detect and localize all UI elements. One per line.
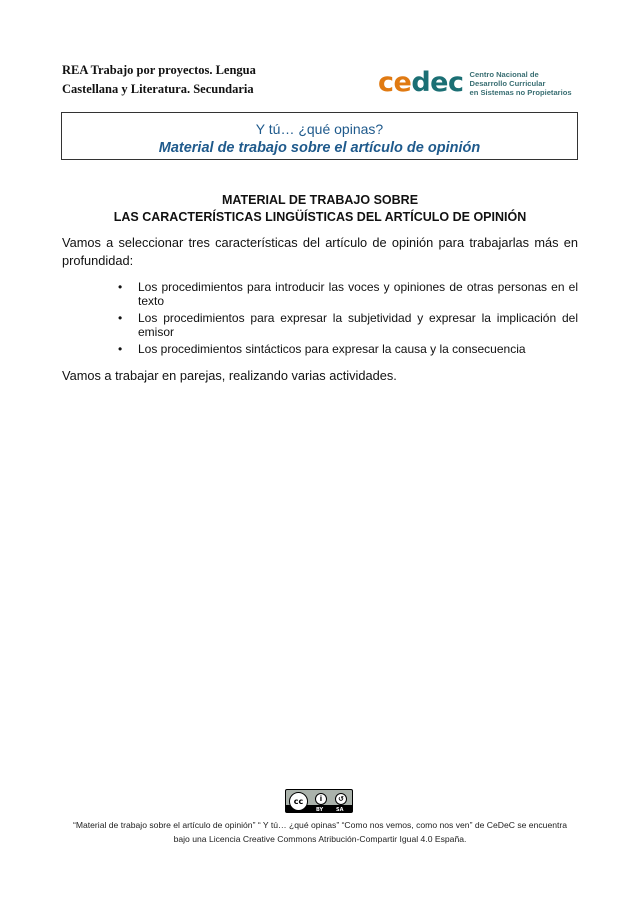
bullet-icon: • [118, 280, 123, 294]
license-line-1: “Material de trabajo sobre el artículo de opinión” “ Y tú… ¿qué opinas” “Como nos vemos, como nos ven” de CeDeC se encuentra [72, 820, 568, 830]
bullet-icon: • [118, 311, 123, 325]
closing-paragraph: Vamos a trabajar en parejas, realizando varias actividades. [62, 368, 397, 383]
bullet-list [118, 280, 578, 359]
attribution-icon: i [315, 793, 327, 805]
cedec-logo-text: Centro Nacional de Desarrollo Curricular en Sistemas no Propietarios [469, 69, 572, 97]
title-box [61, 112, 578, 160]
license-line-2: bajo una Licencia Creative Commons Atribución-Compartir Igual 4.0 España. [173, 834, 467, 844]
cc-icon: cc [289, 792, 308, 811]
section-heading-2: LAS CARACTERÍSTICAS LINGÜÍSTICAS DEL ARTÍCULO DE OPINIÓN [113, 210, 527, 224]
creative-commons-badge [285, 789, 353, 813]
sa-label: SA [336, 807, 344, 813]
title-subtitle: Material de trabajo sobre el artículo de opinión [158, 140, 481, 156]
cedec-logo [378, 67, 572, 98]
intro-paragraph: Vamos a seleccionar tres características del artículo de opinión para trabajarlas más en profundidad: [62, 235, 578, 268]
cedec-logo-word: cedec [378, 67, 464, 98]
license-footer [62, 818, 578, 846]
header-line-1: REA Trabajo por proyectos. Lengua [62, 63, 256, 77]
list-item: • Los procedimientos para introducir las voces y opiniones de otras personas en el texto [118, 280, 578, 308]
list-item: • Los procedimientos sintácticos para expresar la causa y la consecuencia [118, 342, 526, 356]
document-header [62, 61, 302, 99]
by-label: BY [316, 807, 324, 813]
share-alike-icon: ↺ [335, 793, 347, 805]
title-question: Y tú… ¿qué opinas? [255, 121, 384, 137]
section-heading-1: MATERIAL DE TRABAJO SOBRE [221, 193, 419, 207]
list-item: • Los procedimientos para expresar la subjetividad y expresar la implicación del emisor [118, 311, 578, 339]
bullet-icon: • [118, 342, 123, 356]
header-line-2: Castellana y Literatura. Secundaria [62, 82, 254, 96]
